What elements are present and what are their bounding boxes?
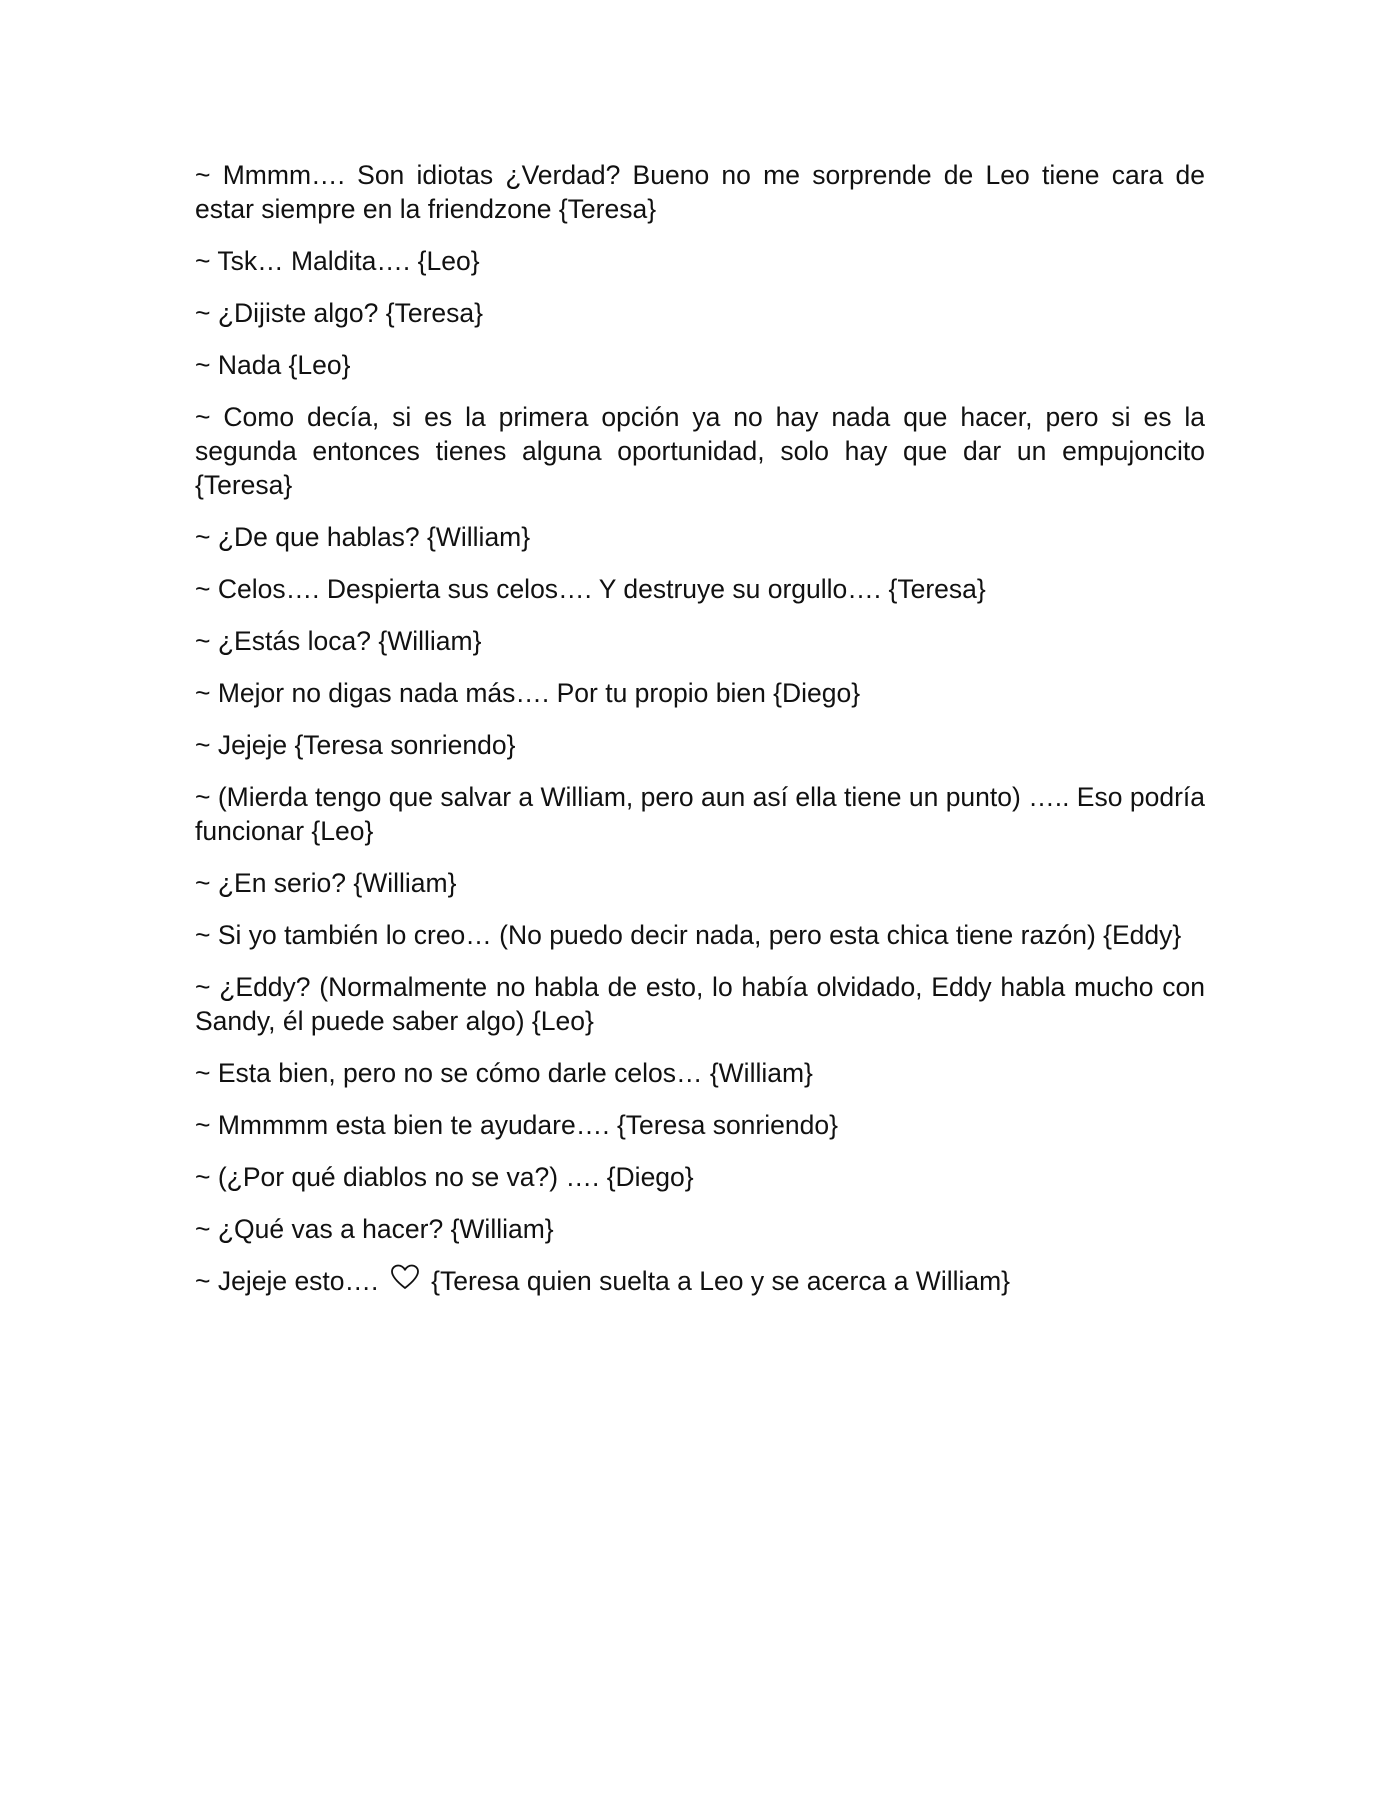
dialogue-line: ~ Esta bien, pero no se cómo darle celos… {William} [195, 1058, 813, 1088]
dialogue-line: ~ Mmmmm esta bien te ayudare…. {Teresa sonriendo} [195, 1110, 838, 1140]
dialogue-text-end: {Teresa quien suelta a Leo y se acerca a William} [423, 1266, 1011, 1296]
dialogue-line: ~ Celos…. Despierta sus celos…. Y destruye su orgullo…. {Teresa} [195, 574, 986, 604]
dialogue-text-start: ~ Jejeje esto…. [195, 1266, 386, 1296]
dialogue-line: ~ ¿De que hablas? {William} [195, 522, 531, 552]
dialogue-line: ~ (¿Por qué diablos no se va?) …. {Diego} [195, 1162, 694, 1192]
dialogue-line: ~ (Mierda tengo que salvar a William, pero aun así ella tiene un punto) ….. Eso podría funcionar {Leo} [195, 782, 1205, 846]
dialogue-line: ~ Jejeje {Teresa sonriendo} [195, 730, 516, 760]
dialogue-line: ~ ¿Estás loca? {William} [195, 626, 482, 656]
document-page [195, 158, 1205, 1320]
dialogue-line: ~ Si yo también lo creo… (No puedo decir nada, pero esta chica tiene razón) {Eddy} [195, 920, 1182, 950]
dialogue-line: ~ Tsk… Maldita…. {Leo} [195, 246, 480, 276]
dialogue-line: ~ ¿Eddy? (Normalmente no habla de esto, lo había olvidado, Eddy habla mucho con Sandy, él puede saber algo) {Leo} [195, 972, 1205, 1036]
dialogue-line: ~ Como decía, si es la primera opción ya no hay nada que hacer, pero si es la segunda entonces tienes alguna oportunidad, solo hay que dar un empujoncito {Teresa} [195, 402, 1205, 500]
dialogue-line: ~ Nada {Leo} [195, 350, 351, 380]
dialogue-line-last [195, 1264, 1205, 1302]
heart-outline-icon [390, 1264, 420, 1298]
dialogue-line: ~ ¿Qué vas a hacer? {William} [195, 1214, 554, 1244]
dialogue-line: ~ Mejor no digas nada más…. Por tu propio bien {Diego} [195, 678, 861, 708]
dialogue-line: ~ ¿En serio? {William} [195, 868, 457, 898]
dialogue-line: ~ ¿Dijiste algo? {Teresa} [195, 298, 483, 328]
dialogue-line: ~ Mmmm…. Son idiotas ¿Verdad? Bueno no me sorprende de Leo tiene cara de estar siempre en la friendzone {Teresa} [195, 160, 1205, 224]
